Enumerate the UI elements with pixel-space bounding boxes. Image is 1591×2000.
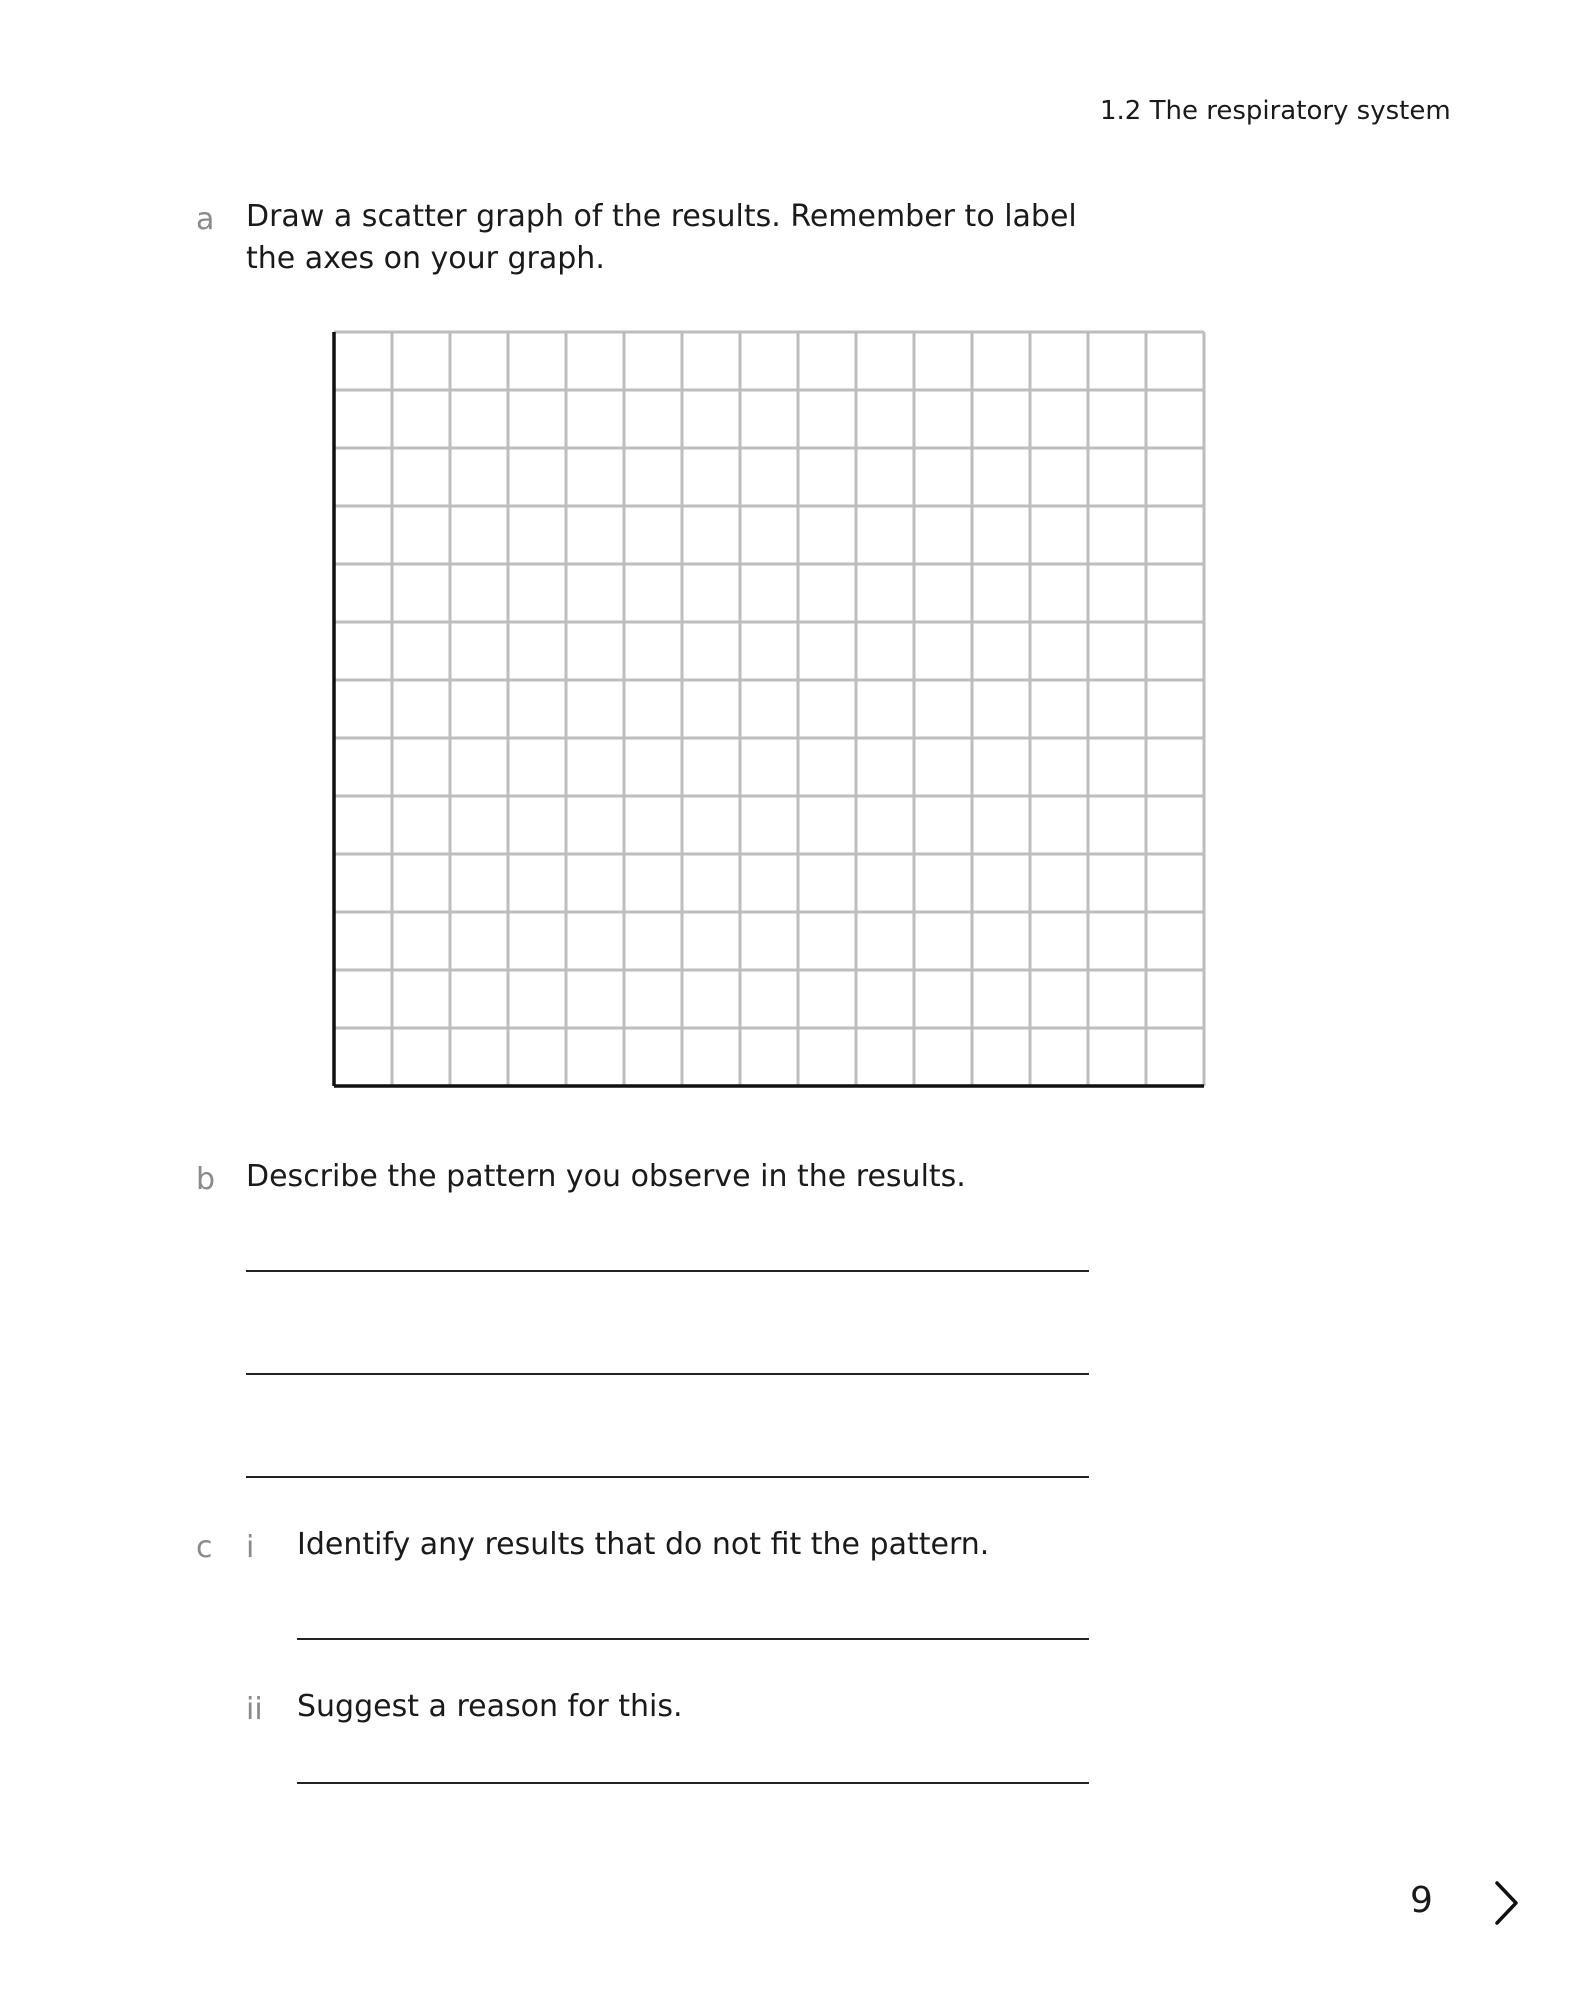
page-number: 9 (1410, 1880, 1433, 1921)
question-a-marker: a (196, 202, 215, 237)
answer-line-c-ii[interactable] (297, 1782, 1089, 1784)
question-c-marker: c (196, 1530, 213, 1565)
question-a-text-line-2: the axes on your graph. (246, 241, 605, 276)
answer-line-b-1[interactable] (246, 1270, 1089, 1272)
question-c-i-text: Identify any results that do not fit the pattern. (297, 1527, 990, 1562)
answer-line-b-2[interactable] (246, 1373, 1089, 1375)
question-b-text: Describe the pattern you observe in the results. (246, 1159, 966, 1194)
question-c-ii-text: Suggest a reason for this. (297, 1689, 683, 1724)
question-a-text-line-1: Draw a scatter graph of the results. Remember to label (246, 199, 1077, 234)
question-c-ii-marker: ii (246, 1692, 263, 1727)
section-header: 1.2 The respiratory system (1100, 96, 1451, 126)
answer-line-b-3[interactable] (246, 1476, 1089, 1478)
answer-line-c-i[interactable] (297, 1638, 1089, 1640)
question-b-marker: b (196, 1162, 216, 1197)
chevron-right-icon[interactable] (1494, 1880, 1520, 1926)
blank-graph-grid[interactable] (330, 328, 1210, 1088)
question-c-i-marker: i (246, 1530, 255, 1565)
